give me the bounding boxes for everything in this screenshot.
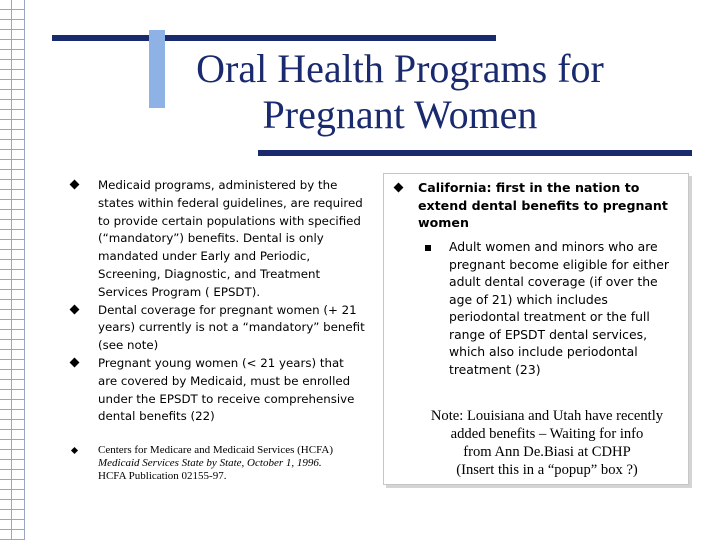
bullet-text: Pregnant young women (< 21 years) that are covered by Medicaid, must be enrolled under the EPSDT to receive comprehensive dental benefits (22) — [98, 355, 355, 424]
title-top-bar — [52, 35, 496, 41]
diamond-bullet-icon — [70, 304, 80, 314]
reference-text — [98, 444, 366, 483]
california-heading: California: first in the nation to extend dental benefits to pregnant women — [418, 180, 668, 230]
reference-line-2: Medicaid Services State by State, October 1, 1996. — [98, 457, 322, 470]
california-sub-bullet: Adult women and minors who are pregnant become eligible for either adult dental coverage (if over the age of 21) which includes periodontal treatment or the full range of EPSDT dental services, which also include periodontal treatment (23) — [449, 239, 669, 377]
bullet-item — [66, 355, 366, 426]
bullet-text: Dental coverage for pregnant women (+ 21 years) currently is not a “mandatory” benefit (see note) — [98, 302, 365, 353]
note-line-3: from Ann De.Biasi at CDHP — [463, 444, 631, 460]
decorative-grid — [0, 0, 25, 540]
left-bullet-list — [66, 177, 366, 483]
title-bottom-bar — [258, 150, 692, 156]
note-line-2: added benefits – Waiting for info — [450, 426, 644, 442]
california-info-box — [383, 173, 689, 485]
diamond-bullet-icon — [70, 180, 80, 190]
diamond-bullet-icon — [71, 447, 78, 454]
diamond-bullet-icon — [394, 183, 404, 193]
note-text — [406, 407, 688, 479]
square-bullet-icon — [425, 245, 431, 251]
note-line-1: Note: Louisiana and Utah have recently — [430, 408, 664, 424]
reference-line-3: HCFA Publication 02155-97. — [98, 470, 227, 483]
diamond-bullet-icon — [70, 358, 80, 368]
reference-item — [66, 444, 366, 483]
title-line-2: Pregnant Women — [262, 92, 538, 137]
note-line-4: (Insert this in a “popup” box ?) — [456, 462, 638, 478]
reference-line-1: Centers for Medicare and Medicaid Services (HCFA) — [98, 444, 333, 457]
bullet-item — [66, 302, 366, 355]
slide-title — [120, 46, 680, 138]
bullet-item — [66, 177, 366, 302]
bullet-text: Medicaid programs, administered by the states within federal guidelines, are required to provide certain populations with specified (“mandatory”) benefits. Dental is only mandated under Early and Periodic, Screening, Diagnostic, and Treatment Services Program ( EPSDT). — [98, 178, 363, 299]
title-line-1: Oral Health Programs for — [196, 46, 604, 91]
